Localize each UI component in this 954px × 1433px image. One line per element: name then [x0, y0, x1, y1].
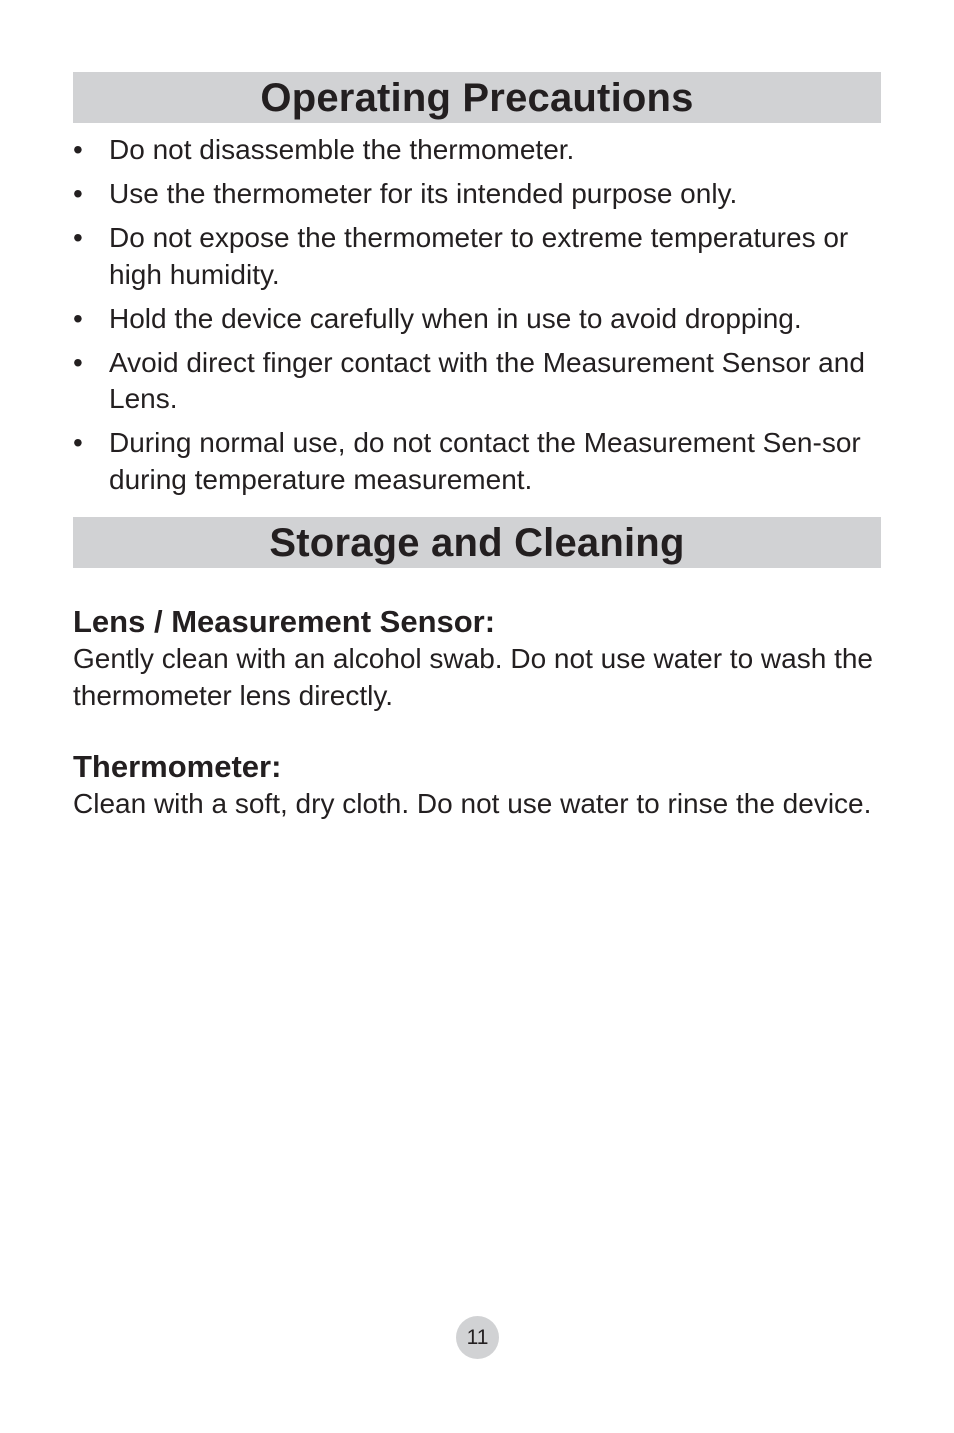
- lens-sensor-section: [73, 603, 888, 714]
- list-item-text: Avoid direct finger contact with the Measurement Sensor and Lens.: [109, 346, 865, 414]
- storage-cleaning-title: Storage and Cleaning: [269, 520, 685, 565]
- storage-cleaning-header: [73, 517, 881, 568]
- list-item: [73, 345, 888, 418]
- list-item: [73, 301, 888, 338]
- page-number: 11: [456, 1316, 499, 1359]
- lens-sensor-text: Gently clean with an alcohol swab. Do not use water to wash the thermometer lens directly.: [73, 643, 873, 711]
- precautions-list: [73, 132, 888, 506]
- list-item: [73, 132, 888, 169]
- thermometer-title: Thermometer:: [73, 749, 282, 784]
- thermometer-text: Clean with a soft, dry cloth. Do not use water to rinse the device.: [73, 788, 872, 819]
- bullet-icon: •: [73, 346, 83, 378]
- list-item-text: Do not expose the thermometer to extreme temperatures or high humidity.: [109, 222, 849, 290]
- bullet-icon: •: [73, 178, 83, 209]
- list-item: [73, 425, 888, 498]
- lens-sensor-title: Lens / Measurement Sensor:: [73, 604, 496, 639]
- list-item-text: Hold the device carefully when in use to avoid dropping.: [109, 302, 802, 334]
- thermometer-section: [73, 748, 888, 823]
- list-item: [73, 220, 888, 293]
- list-item-text: During normal use, do not contact the Measurement Sen-sor during temperature measurement.: [109, 427, 861, 495]
- list-item: [73, 176, 888, 213]
- list-item-text: Do not disassemble the thermometer.: [109, 134, 575, 165]
- bullet-icon: •: [73, 427, 83, 458]
- list-item-text: Use the thermometer for its intended purpose only.: [109, 178, 738, 209]
- operating-precautions-header: [73, 72, 881, 123]
- bullet-icon: •: [73, 302, 83, 334]
- bullet-icon: •: [73, 134, 83, 165]
- operating-precautions-title: Operating Precautions: [260, 75, 694, 120]
- bullet-icon: •: [73, 222, 83, 253]
